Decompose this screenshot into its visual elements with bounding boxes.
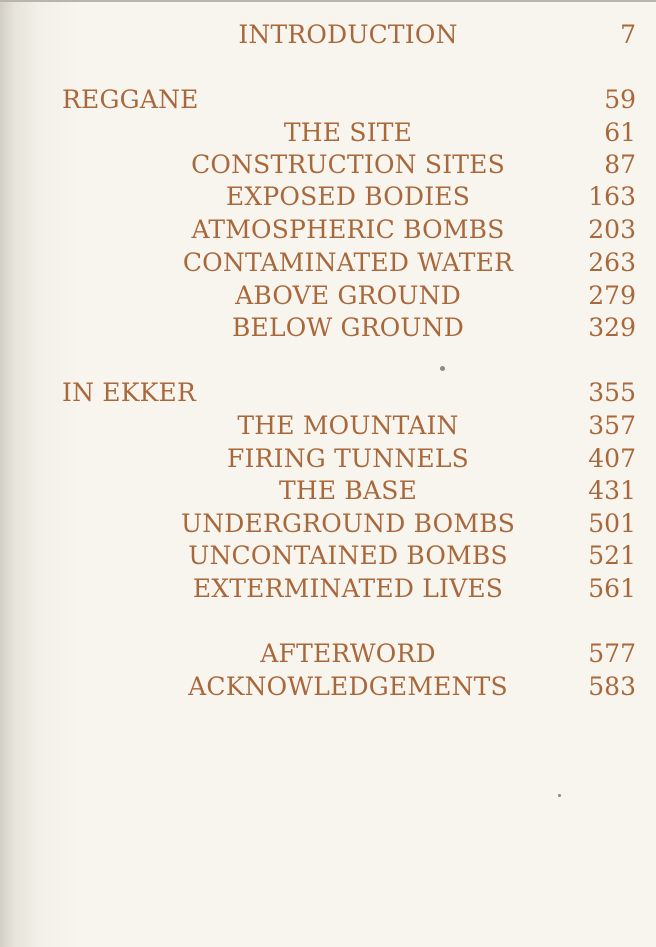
toc-entry bbox=[0, 474, 656, 507]
toc-entry-page: 263 bbox=[588, 248, 636, 277]
toc-entry-title: ACKNOWLEDGEMENTS bbox=[188, 672, 508, 701]
toc-part-title: IN EKKER bbox=[62, 378, 196, 407]
toc-entry-title: BELOW GROUND bbox=[231, 313, 465, 342]
toc-entry bbox=[0, 246, 656, 279]
toc-entry bbox=[0, 539, 656, 572]
toc-entry-page: 279 bbox=[588, 281, 636, 310]
toc-entry bbox=[0, 670, 656, 703]
toc-entry-title: CONTAMINATED WATER bbox=[182, 248, 514, 277]
toc-entry-page: 407 bbox=[588, 444, 636, 473]
toc-entry-title: ABOVE GROUND bbox=[235, 281, 461, 310]
toc-entry-page: 329 bbox=[588, 313, 636, 342]
toc-entry-title: UNDERGROUND BOMBS bbox=[180, 509, 516, 538]
toc-entry-title: EXTERMINATED LIVES bbox=[192, 574, 504, 603]
paper-speck bbox=[440, 366, 445, 371]
toc-entry bbox=[0, 213, 656, 246]
toc-entry bbox=[0, 637, 656, 670]
toc-entry bbox=[0, 507, 656, 540]
toc-entry-page: 355 bbox=[588, 378, 636, 407]
toc-entry-title: ATMOSPHERIC BOMBS bbox=[191, 215, 505, 244]
toc-entry bbox=[0, 148, 656, 181]
toc-entry bbox=[0, 311, 656, 344]
paper-speck bbox=[558, 794, 561, 797]
toc-entry-page: 577 bbox=[588, 639, 636, 668]
toc-entry-title: FIRING TUNNELS bbox=[227, 444, 469, 473]
toc-entry bbox=[0, 409, 656, 442]
toc-entry-page: 583 bbox=[588, 672, 636, 701]
toc-part-title: REGGANE bbox=[62, 85, 199, 114]
toc-entry bbox=[0, 180, 656, 213]
toc-entry-title: INTRODUCTION bbox=[238, 20, 458, 49]
toc-entry-title: THE SITE bbox=[283, 118, 413, 147]
toc-entry-page: 61 bbox=[604, 118, 636, 147]
toc-entry-title: UNCONTAINED BOMBS bbox=[188, 541, 508, 570]
toc-entry-title: CONSTRUCTION SITES bbox=[191, 150, 505, 179]
toc-part bbox=[0, 83, 656, 116]
toc-entry bbox=[0, 18, 656, 51]
toc-entry-page: 7 bbox=[620, 20, 636, 49]
toc-entry-page: 431 bbox=[588, 476, 636, 505]
toc-entry-page: 501 bbox=[588, 509, 636, 538]
toc-entry-page: 357 bbox=[588, 411, 636, 440]
toc-entry-page: 163 bbox=[588, 182, 636, 211]
toc-entry-page: 87 bbox=[604, 150, 636, 179]
toc-entry bbox=[0, 572, 656, 605]
toc-entry-page: 521 bbox=[588, 541, 636, 570]
toc-entry bbox=[0, 116, 656, 149]
toc-entry bbox=[0, 442, 656, 475]
toc-entry-title: THE BASE bbox=[278, 476, 418, 505]
toc-entry-page: 203 bbox=[588, 215, 636, 244]
toc-entry-title: EXPOSED BODIES bbox=[225, 182, 471, 211]
toc-entry-page: 59 bbox=[604, 85, 636, 114]
toc-entry-page: 561 bbox=[588, 574, 636, 603]
toc-entry bbox=[0, 279, 656, 312]
toc-part bbox=[0, 376, 656, 409]
toc-entry-title: AFTERWORD bbox=[260, 639, 436, 668]
toc-entry-title: THE MOUNTAIN bbox=[237, 411, 459, 440]
page-top-edge bbox=[0, 0, 656, 2]
